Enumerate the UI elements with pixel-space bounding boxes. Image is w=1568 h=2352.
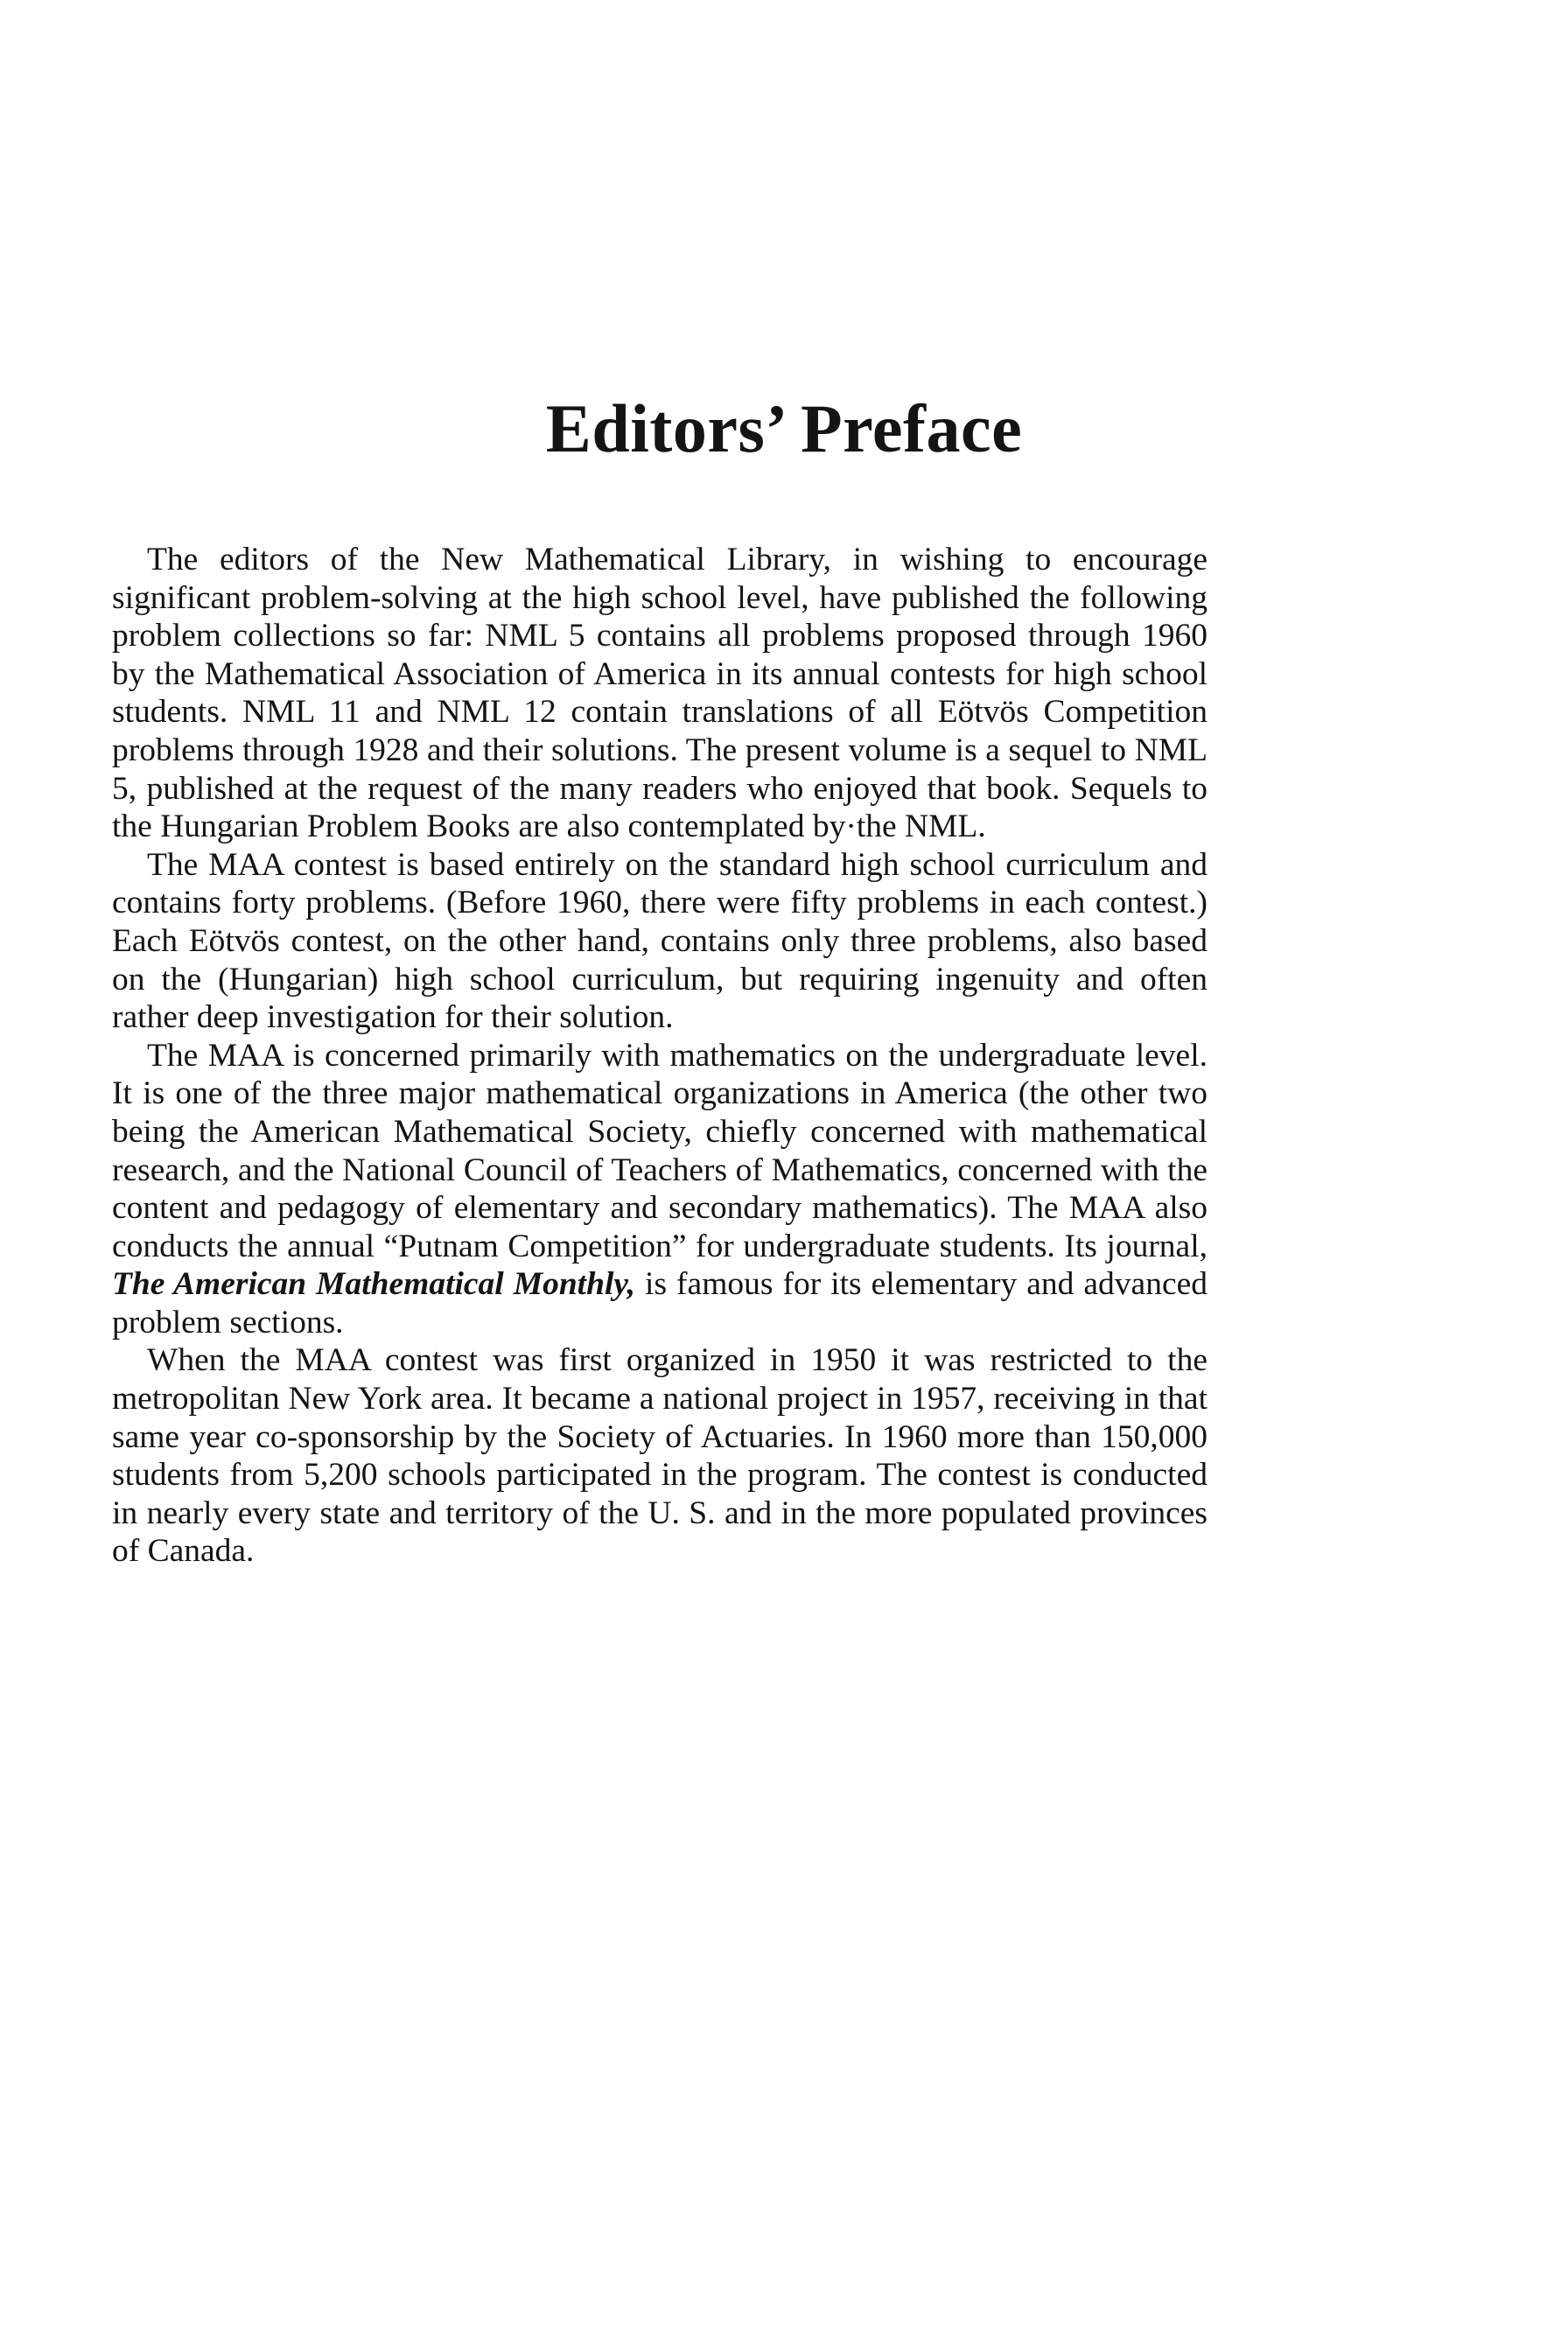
journal-title: The American Mathematical Monthly,: [112, 1266, 636, 1303]
paragraph-1: The editors of the New Mathematical Library, in wishing to encourage significant problem-solving at the high school level, have published the following problem collections so far: NML 5 contains all problems proposed through 1960 by the Mathematical Association of America in its annual contests for high school students. NML 11 and NML 12 contain translations of all Eötvös Competition problems through 1928 and their solutions. The present volume is a sequel to NML 5, published at the request of the many readers who enjoyed that book. Sequels to the Hungarian Problem Books are also contemplated by·the NML.: [112, 542, 1208, 845]
paragraph-3: [112, 1037, 1208, 1342]
paragraph-4: When the MAA contest was first organized in 1950 it was restricted to the metropolitan New York area. It became a national project in 1957, receiving in that same year co-sponsorship by the Society of Actuaries. In 1960 more than 150,000 students from 5,200 schools participated in the program. The contest is conducted in nearly every state and territory of the U. S. and in the more populated provinces of Canada.: [112, 1342, 1208, 1570]
paragraph-3-tail: is famous for its elementary and advanced problem sections.: [112, 1266, 1208, 1340]
paragraph-2: The MAA contest is based entirely on the standard high school curriculum and contains forty problems. (Before 1960, there were fifty problems in each contest.) Each Eötvös contest, on the other hand, contains only three problems, also based on the (Hungarian) high school curriculum, but requiring ingenuity and often rather deep investigation for their solution.: [112, 846, 1208, 1036]
paragraph-3-lead: The MAA is concerned primarily with mathematics on the undergraduate level. It is one of the three major mathematical organizations in America (the other two being the American Mathematical Society, chiefly concerned with mathematical research, and the National Council of Teachers of Mathematics, concerned with the content and pedagogy of elementary and secondary mathematics). The MAA also conducts the annual “Putnam Competition” for undergraduate students. Its journal,: [112, 1037, 1208, 1264]
preface-body: [112, 541, 1208, 1571]
page-title: Editors’ Preface: [545, 390, 1023, 466]
